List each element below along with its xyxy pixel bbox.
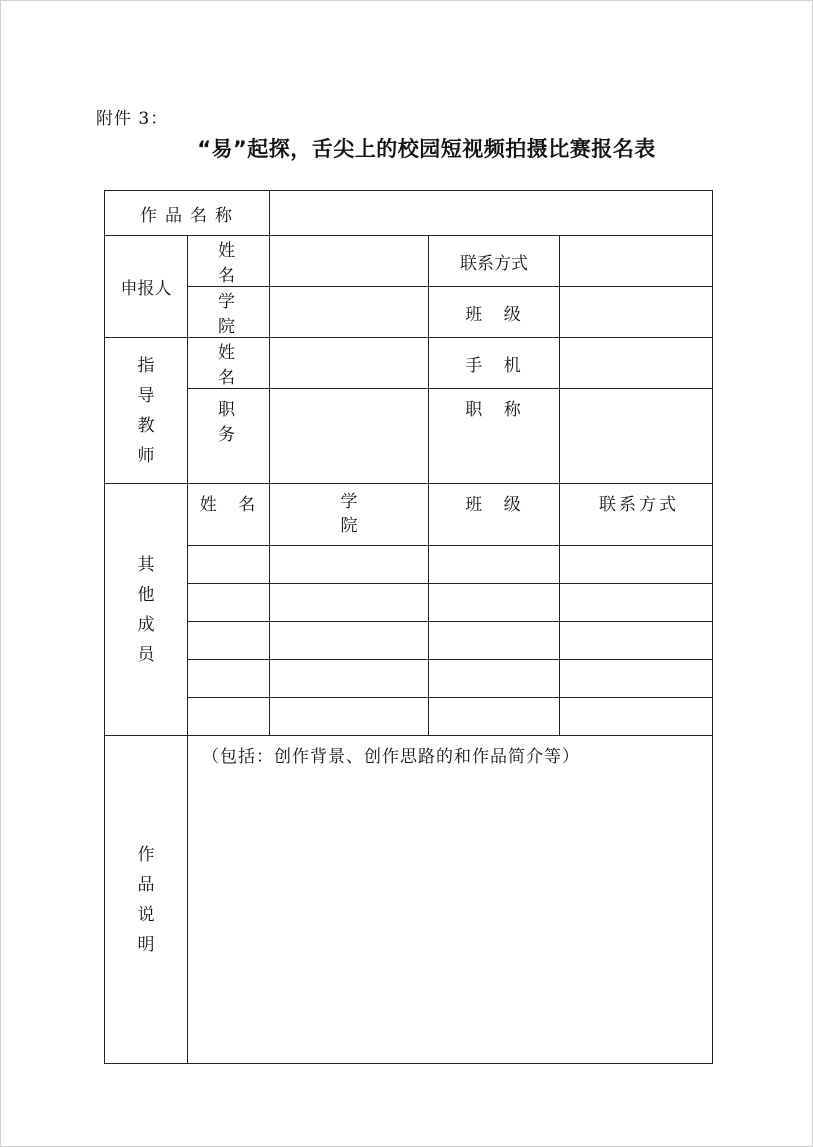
table-row <box>105 584 713 622</box>
advisor-name-field[interactable] <box>270 338 429 389</box>
annex-label: 附件 3： <box>96 109 169 129</box>
applicant-class-label: 班 级 <box>429 287 560 338</box>
table-row <box>105 546 713 584</box>
members-college-header: 学 院 <box>270 484 429 546</box>
member-class-field[interactable] <box>429 546 560 584</box>
advisor-position-field[interactable] <box>270 389 429 484</box>
member-name-field[interactable] <box>188 546 270 584</box>
applicant-class-field[interactable] <box>560 287 713 338</box>
work-name-label: 作品名称 <box>105 191 270 236</box>
member-name-field[interactable] <box>188 698 270 736</box>
description-label: 作 品 说 明 <box>105 736 188 1064</box>
table-row <box>105 622 713 660</box>
member-contact-field[interactable] <box>560 584 713 622</box>
description-field[interactable] <box>188 736 713 1064</box>
member-college-field[interactable] <box>270 660 429 698</box>
registration-form-table <box>104 190 713 1064</box>
table-row <box>105 698 713 736</box>
applicant-college-field[interactable] <box>270 287 429 338</box>
member-college-field[interactable] <box>270 698 429 736</box>
applicant-name-label: 姓 名 <box>188 236 270 287</box>
form-title: “易”起探，舌尖上的校园短视频拍摄比赛报名表 <box>197 137 656 161</box>
advisor-title-label: 职 称 <box>429 389 560 484</box>
member-college-field[interactable] <box>270 584 429 622</box>
member-name-field[interactable] <box>188 622 270 660</box>
member-class-field[interactable] <box>429 660 560 698</box>
applicant-contact-label: 联系方式 <box>429 236 560 287</box>
members-label: 其 他 成 员 <box>105 484 188 736</box>
member-college-field[interactable] <box>270 622 429 660</box>
member-contact-field[interactable] <box>560 622 713 660</box>
applicant-contact-field[interactable] <box>560 236 713 287</box>
member-contact-field[interactable] <box>560 660 713 698</box>
member-class-field[interactable] <box>429 622 560 660</box>
advisor-title-field[interactable] <box>560 389 713 484</box>
applicant-label: 申报人 <box>105 236 188 338</box>
applicant-name-field[interactable] <box>270 236 429 287</box>
applicant-college-label: 学 院 <box>188 287 270 338</box>
member-contact-field[interactable] <box>560 698 713 736</box>
advisor-phone-field[interactable] <box>560 338 713 389</box>
work-name-field[interactable] <box>270 191 713 236</box>
advisor-position-label: 职 务 <box>188 389 270 484</box>
member-class-field[interactable] <box>429 698 560 736</box>
description-hint: （包括：创作背景、创作思路的和作品简介等） <box>202 747 580 767</box>
member-contact-field[interactable] <box>560 546 713 584</box>
members-class-header: 班 级 <box>429 484 560 546</box>
member-name-field[interactable] <box>188 660 270 698</box>
member-class-field[interactable] <box>429 584 560 622</box>
table-row <box>105 660 713 698</box>
member-college-field[interactable] <box>270 546 429 584</box>
members-name-header: 姓 名 <box>188 484 270 546</box>
members-contact-header: 联系方式 <box>560 484 713 546</box>
member-name-field[interactable] <box>188 584 270 622</box>
advisor-label: 指 导 教 师 <box>105 338 188 484</box>
advisor-name-label: 姓 名 <box>188 338 270 389</box>
advisor-phone-label: 手 机 <box>429 338 560 389</box>
